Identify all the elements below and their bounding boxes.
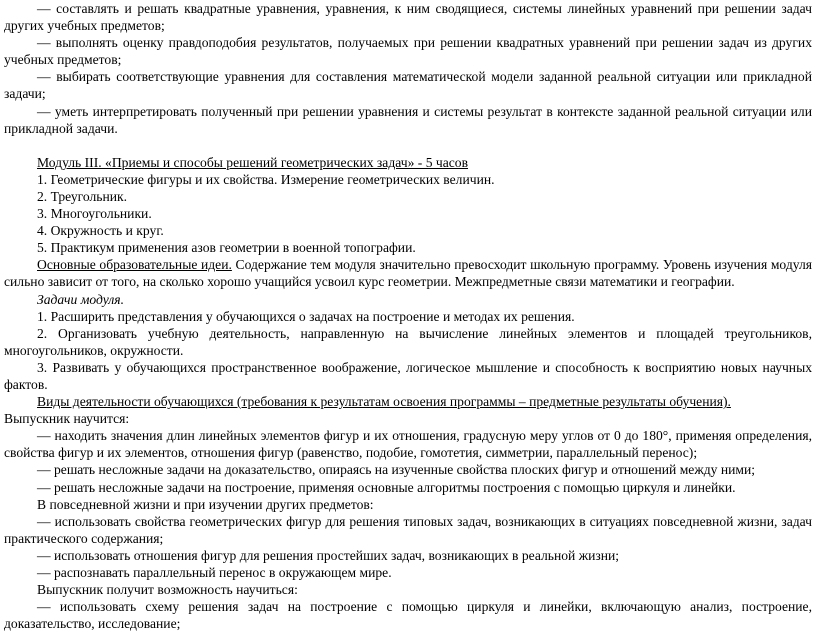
ideas-paragraph	[4, 256, 812, 290]
ideas-text: Содержание тем модуля значительно превосходит школьную программу. Уровень изучения модуля сильно зависит от того, на сколько хорошо учащийся усвоил курс геометрии. Межпредметные связи математики и географии.	[4, 257, 812, 290]
tasks-label: Задачи модуля.	[37, 291, 125, 307]
opportunity-heading: Выпускник получит возможность научиться:	[37, 582, 298, 598]
task-item: 3. Развивать у обучающихся пространственное воображение, логическое мышление и способность к восприятию новых научных фактов.	[4, 359, 812, 392]
spacer	[4, 137, 812, 154]
learn-item: — решать несложные задачи на построение, применяя основные алгоритмы построения с помощью циркуля и линейки.	[37, 479, 736, 495]
everyday-heading: В повседневной жизни и при изучении других предметов:	[37, 496, 374, 512]
everyday-item: — использовать свойства геометрических фигур для решения типовых задач, возникающих в ситуациях повседневной жизни, задач практического содержания;	[4, 513, 812, 546]
list-item: — составлять и решать квадратные уравнения, уравнения, к ним сводящиеся, системы линейных уравнений при решении задач других учебных предметов;	[4, 1, 812, 34]
ideas-label: Основные образовательные идеи.	[37, 257, 232, 273]
topic-item: 5. Практикум применения азов геометрии в военной топографии.	[37, 240, 416, 256]
activity-heading: Виды деятельности обучающихся (требования к результатам освоения программы – предметные результаты обучения).	[37, 394, 731, 410]
learner-will-learn: Выпускник научится:	[4, 411, 130, 427]
opportunity-item: — использовать схему решения задач на построение с помощью циркуля и линейки, включающую анализ, построение, доказательство, исследование;	[4, 599, 812, 632]
topic-item: 3. Многоугольники.	[37, 206, 152, 222]
task-item: 2. Организовать учебную деятельность, направленную на вычисление линейных элементов и площадей треугольников, многоугольников, окружности.	[4, 325, 812, 358]
list-item: — выбирать соответствующие уравнения для составления математической модели заданной реальной ситуации или прикладной задачи;	[4, 69, 812, 102]
learn-item: — решать несложные задачи на доказательство, опираясь на изученные свойства плоских фигур и отношений между ними;	[37, 462, 756, 478]
topic-item: 2. Треугольник.	[37, 188, 128, 204]
everyday-item: — использовать отношения фигур для решения простейших задач, возникающих в реальной жизни;	[37, 547, 620, 563]
learn-item: — находить значения длин линейных элементов фигур и их отношения, градусную меру углов от 0 до 180°, применяя определения, свойства фигур и их элементов, отношения фигур (равенство, подобие, гомотетия, симметрии, параллельный перенос);	[4, 428, 812, 461]
topic-item: 1. Геометрические фигуры и их свойства. Измерение геометрических величин.	[37, 171, 495, 187]
topic-item: 4. Окружность и круг.	[37, 223, 164, 239]
everyday-item: — распознавать параллельный перенос в окружающем мире.	[37, 565, 392, 580]
list-item: — уметь интерпретировать полученный при решении уравнения и системы результат в контексте заданной реальной ситуации или прикладной задачи.	[4, 103, 812, 136]
module-heading: Модуль III. «Приемы и способы решений геометрических задач» - 5 часов	[37, 154, 469, 170]
task-item: 1. Расширить представления у обучающихся о задачах на построение и методах их решения.	[37, 308, 575, 324]
list-item: — выполнять оценку правдоподобия результатов, получаемых при решении квадратных уравнений при решении задач из других учебных предметов;	[4, 35, 812, 68]
